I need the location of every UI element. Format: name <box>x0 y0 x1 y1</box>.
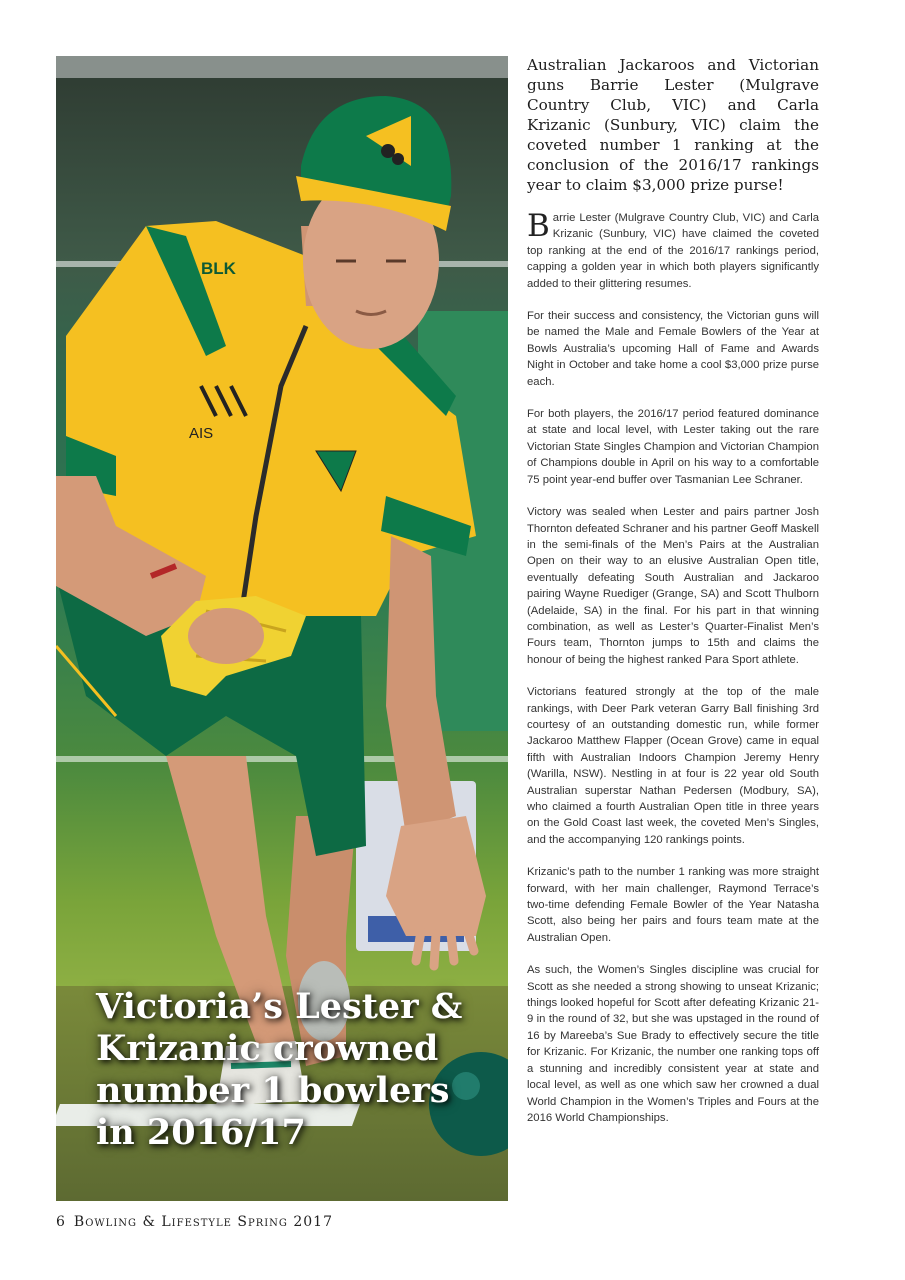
article-body <box>527 210 819 1126</box>
article-paragraph: Krizanic’s path to the number 1 ranking was more straight forward, with her main challenger, Raymond Terrace’s two-time defending Female Bowler of the Year Natasha Scott, also being her pairs and fours team mate at the Australian Open. <box>527 866 819 944</box>
article-paragraph: For their success and consistency, the Victorian guns will be named the Male and Female Bowlers of the Year at Bowls Australia’s upcoming Hall of Fame and Awards Night in October and take home a cool $3,000 prize purse each. <box>527 310 819 388</box>
first-paragraph-text: arrie Lester (Mulgrave Country Club, VIC) and Carla Krizanic (Sunbury, VIC) have claimed the coveted top ranking at the end of the 2016/17 rankings period, capping a golden year in which both players significantly added to their glittering resumes. <box>527 212 819 290</box>
page-footer <box>56 1214 341 1230</box>
player-photo <box>56 56 508 1201</box>
article-column <box>527 55 819 1142</box>
shirt-brand-text: BLK <box>201 259 236 278</box>
publication-name: Bowling & Lifestyle Spring 2017 <box>73 1214 333 1230</box>
article-headline: Victoria’s Lester & Krizanic crowned number 1 bowlers in 2016/17 <box>96 986 463 1153</box>
article-paragraph: Victory was sealed when Lester and pairs partner Josh Thornton defeated Schraner and his partner Geoff Maskell in the semi-finals of the Men’s Pairs at the Australian Open on their way to an elusive Australian Open title, eventually defeating South Australian and Jackaroo pairing Wayne Ruediger (Grange, SA) and Scott Thulborn (Adelaide, SA) in the final. For his part in that winning combination, as well as Lester’s Quarter-Finalist Men’s Fours team, Thornton jumps to 15th and claims the honour of being the highest ranked Para Sport athlete. <box>527 506 819 666</box>
article-lead: Australian Jackaroos and Victorian guns Barrie Lester (Mulgrave Country Club, VIC) and Carla Krizanic (Sunbury, VIC) claim the coveted number 1 ranking at the conclusion of the 2016/17 rankings year to claim $3,000 prize purse! <box>527 56 819 194</box>
article-paragraph: For both players, the 2016/17 period featured dominance at state and local level, with Lester taking out the rare Victorian State Singles Champion and Victorian Champion of Champions double in April on his way to a comfortable 75 point year-end buffer over Tasmanian Lee Schraner. <box>527 408 819 486</box>
article-paragraph: Victorians featured strongly at the top of the male rankings, with Deer Park veteran Garry Ball finishing 3rd courtesy of an outstanding domestic run, while former Jackaroo Matthew Flapper (Ocean Grove) came in equal fifth with Australian Indoors Champion Jeremy Henry (Warilla, NSW). Nestling in at four is 22 year old South Australian superstar Nathan Pedersen (Modbury, SA), who claimed a fourth Australian Open title in three years on the Gold Coast last week, the coveted Men’s Singles, and the accompanying 120 rankings points. <box>527 686 819 846</box>
article-paragraph <box>527 210 819 292</box>
article-paragraph: As such, the Women’s Singles discipline was crucial for Scott as she needed a strong showing to unseat Krizanic; things looked hopeful for Scott after defeating Krizanic 21-9 in the round of 32, but she was upstaged in the round of 16 by Mareeba’s Sue Brady to effectively secure the title for Krizanic. For Krizanic, the number one ranking tops off a stunning and incredibly consistent year at state and local level, as well as one which saw her crowned a dual World Champion in the Women’s Triples and Fours at the 2016 World Championships. <box>527 964 819 1124</box>
shirt-logo-text: AIS <box>189 425 214 442</box>
drop-cap: B <box>527 208 550 244</box>
page-number: 6 <box>56 1214 66 1230</box>
